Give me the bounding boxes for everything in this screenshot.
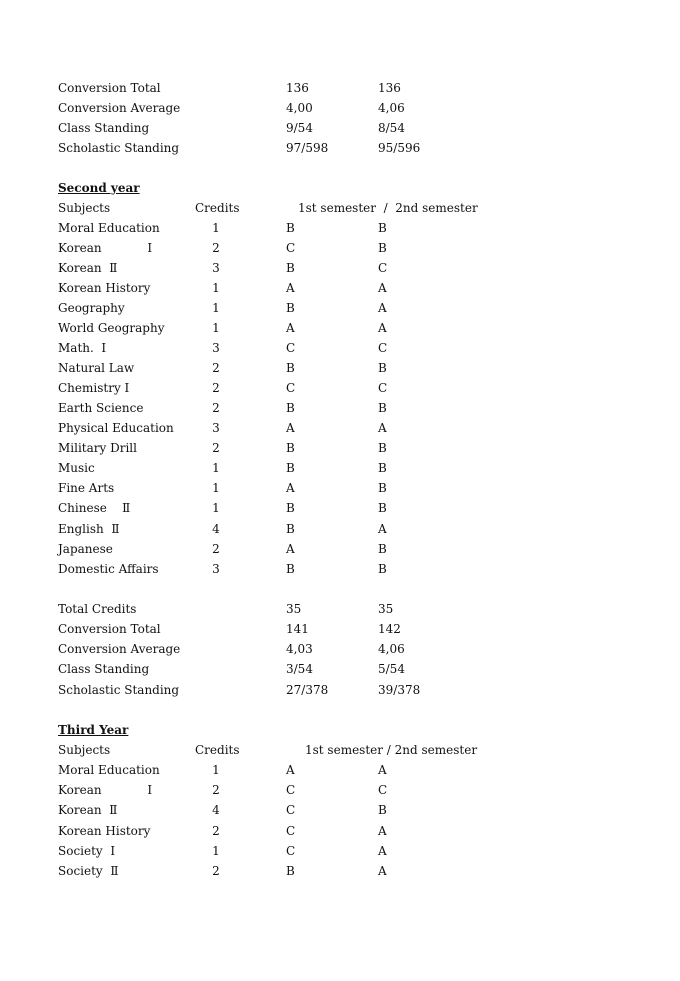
table-row: World Geography 1 A A: [58, 321, 387, 335]
summary-row: Conversion Average 4,00 4,06: [58, 101, 405, 115]
table-row: Moral Education 1 B B: [58, 221, 387, 235]
summary-row: Class Standing 9/54 8/54: [58, 121, 405, 135]
section-heading: Third Year: [58, 723, 129, 737]
table-row: Domestic Affairs 3 B B: [58, 562, 387, 576]
table-row: Physical Education 3 A A: [58, 421, 387, 435]
summary-row: Conversion Total 136 136: [58, 81, 401, 95]
column-header-row: Subjects Credits 1st semester / 2nd semester: [58, 201, 478, 215]
table-row: Korean I 2 C B: [58, 241, 387, 255]
table-row: Geography 1 B A: [58, 301, 387, 315]
table-row: Korean Ⅱ 3 B C: [58, 261, 388, 275]
table-row: Fine Arts 1 A B: [58, 481, 387, 495]
summary-row: Scholastic Standing 27/378 39/378: [58, 683, 421, 697]
table-row: Natural Law 2 B B: [58, 361, 387, 375]
table-row: Moral Education 1 A A: [58, 763, 387, 777]
summary-row: Total Credits 35 35: [58, 602, 394, 616]
table-row: Chemistry I 2 C C: [58, 381, 388, 395]
summary-row: Conversion Total 141 142: [58, 622, 401, 636]
table-row: Korean History 1 A A: [58, 281, 387, 295]
column-header-row: Subjects Credits 1st semester / 2nd semester: [58, 743, 478, 757]
table-row: Math. I 3 C C: [58, 341, 388, 355]
table-row: Society Ⅱ 2 B A: [58, 864, 387, 878]
table-row: Music 1 B B: [58, 461, 387, 475]
table-row: Society I 1 C A: [58, 844, 387, 858]
table-row: Korean I 2 C C: [58, 783, 388, 797]
table-row: English Ⅱ 4 B A: [58, 522, 387, 536]
table-row: Chinese Ⅱ 1 B B: [58, 501, 387, 515]
section-heading: Second year: [58, 181, 140, 195]
table-row: Earth Science 2 B B: [58, 401, 387, 415]
table-row: Japanese 2 A B: [58, 542, 387, 556]
summary-row: Conversion Average 4,03 4,06: [58, 642, 405, 656]
summary-row: Scholastic Standing 97/598 95/596: [58, 141, 421, 155]
summary-row: Class Standing 3/54 5/54: [58, 662, 405, 676]
table-row: Korean History 2 C A: [58, 824, 387, 838]
table-row: Military Drill 2 B B: [58, 441, 387, 455]
table-row: Korean Ⅱ 4 C B: [58, 803, 387, 817]
